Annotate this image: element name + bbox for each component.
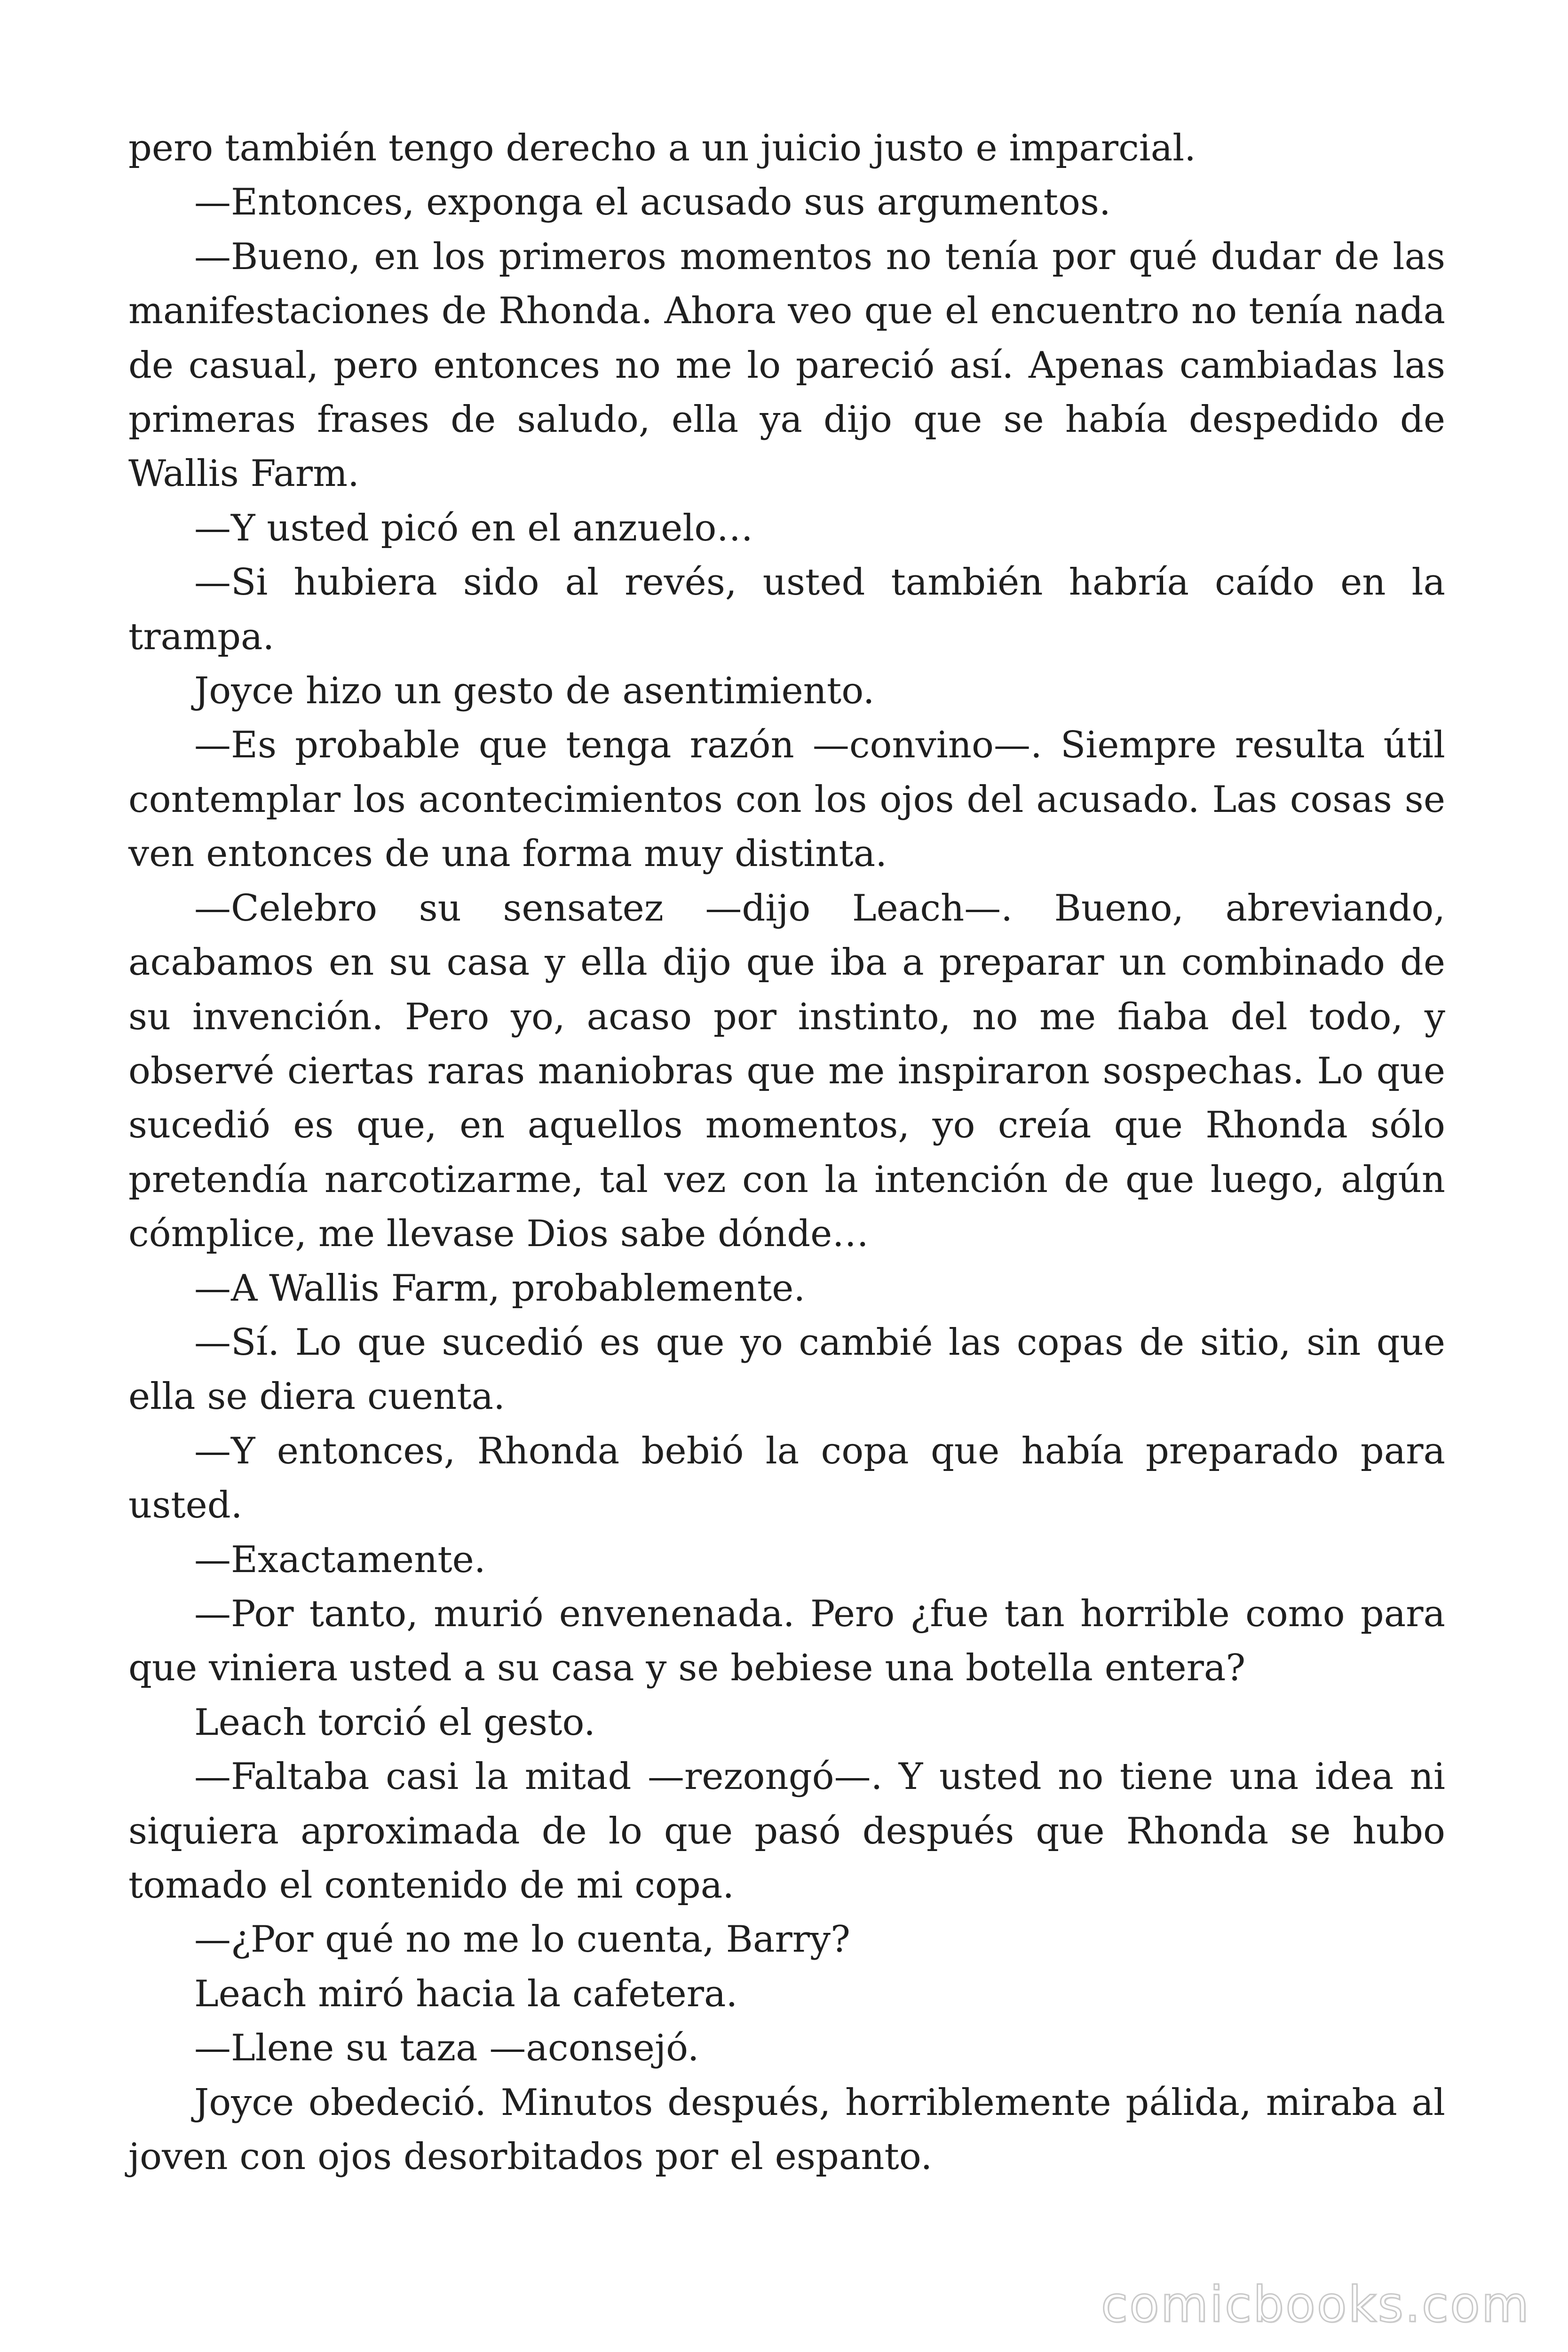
page-body [128, 121, 1445, 2184]
paragraph-15: —Faltaba casi la mitad —rezongó—. Y usted no tiene una idea ni siquiera aproximada de lo que pasó después que Rhonda se hubo tomado el contenido de mi copa. [128, 1756, 1445, 1907]
paragraph-12: —Exactamente. [194, 1538, 486, 1581]
watermark: comicbooks.com [1101, 2276, 1530, 2333]
paragraph-9: —A Wallis Farm, probablemente. [194, 1267, 806, 1310]
paragraph-8: —Celebro su sensatez —dijo Leach—. Bueno, abreviando, acabamos en su casa y ella dijo que iba a preparar un combinado de su invención. Pero yo, acaso por instinto, no me fiaba del todo, y observé ciertas raras maniobras que me inspiraron sospechas. Lo que sucedió es que, en aquellos momentos, yo creía que Rhonda sólo pretendía narcotizarme, tal vez con la intención de que luego, algún cómplice, me llevase Dios sabe dónde… [128, 887, 1445, 1255]
paragraph-17: Leach miró hacia la cafetera. [194, 1972, 738, 2015]
paragraph-11: —Y entonces, Rhonda bebió la copa que había preparado para usted. [128, 1430, 1445, 1527]
paragraph-5: —Si hubiera sido al revés, usted también habría caído en la trampa. [128, 561, 1445, 658]
paragraph-16: —¿Por qué no me lo cuenta, Barry? [194, 1918, 850, 1961]
paragraph-13: —Por tanto, murió envenenada. Pero ¿fue tan horrible como para que viniera usted a su casa y se bebiese una botella entera? [128, 1592, 1445, 1690]
paragraph-3: —Bueno, en los primeros momentos no tenía por qué dudar de las manifestaciones de Rhonda. Ahora veo que el encuentro no tenía nada de casual, pero entonces no me lo pareció así. Apenas cambiadas las primeras frases de saludo, ella ya dijo que se había despedido de Wallis Farm. [128, 235, 1445, 495]
paragraph-18: —Llene su taza —aconsejó. [194, 2027, 699, 2070]
paragraph-2: —Entonces, exponga el acusado sus argumentos. [194, 181, 1111, 224]
paragraph-7: —Es probable que tenga razón —convino—. Siempre resulta útil contemplar los acontecimientos con los ojos del acusado. Las cosas se ven entonces de una forma muy distinta. [128, 724, 1445, 875]
paragraph-4: —Y usted picó en el anzuelo… [194, 507, 753, 549]
paragraph-14: Leach torció el gesto. [194, 1701, 595, 1744]
paragraph-10: —Sí. Lo que sucedió es que yo cambié las copas de sitio, sin que ella se diera cuenta. [128, 1321, 1445, 1418]
paragraph-1: pero también tengo derecho a un juicio justo e imparcial. [128, 127, 1196, 169]
paragraph-6: Joyce hizo un gesto de asentimiento. [194, 670, 875, 713]
paragraph-19: Joyce obedeció. Minutos después, horriblemente pálida, miraba al joven con ojos desorbitados por el espanto. [128, 2081, 1445, 2178]
